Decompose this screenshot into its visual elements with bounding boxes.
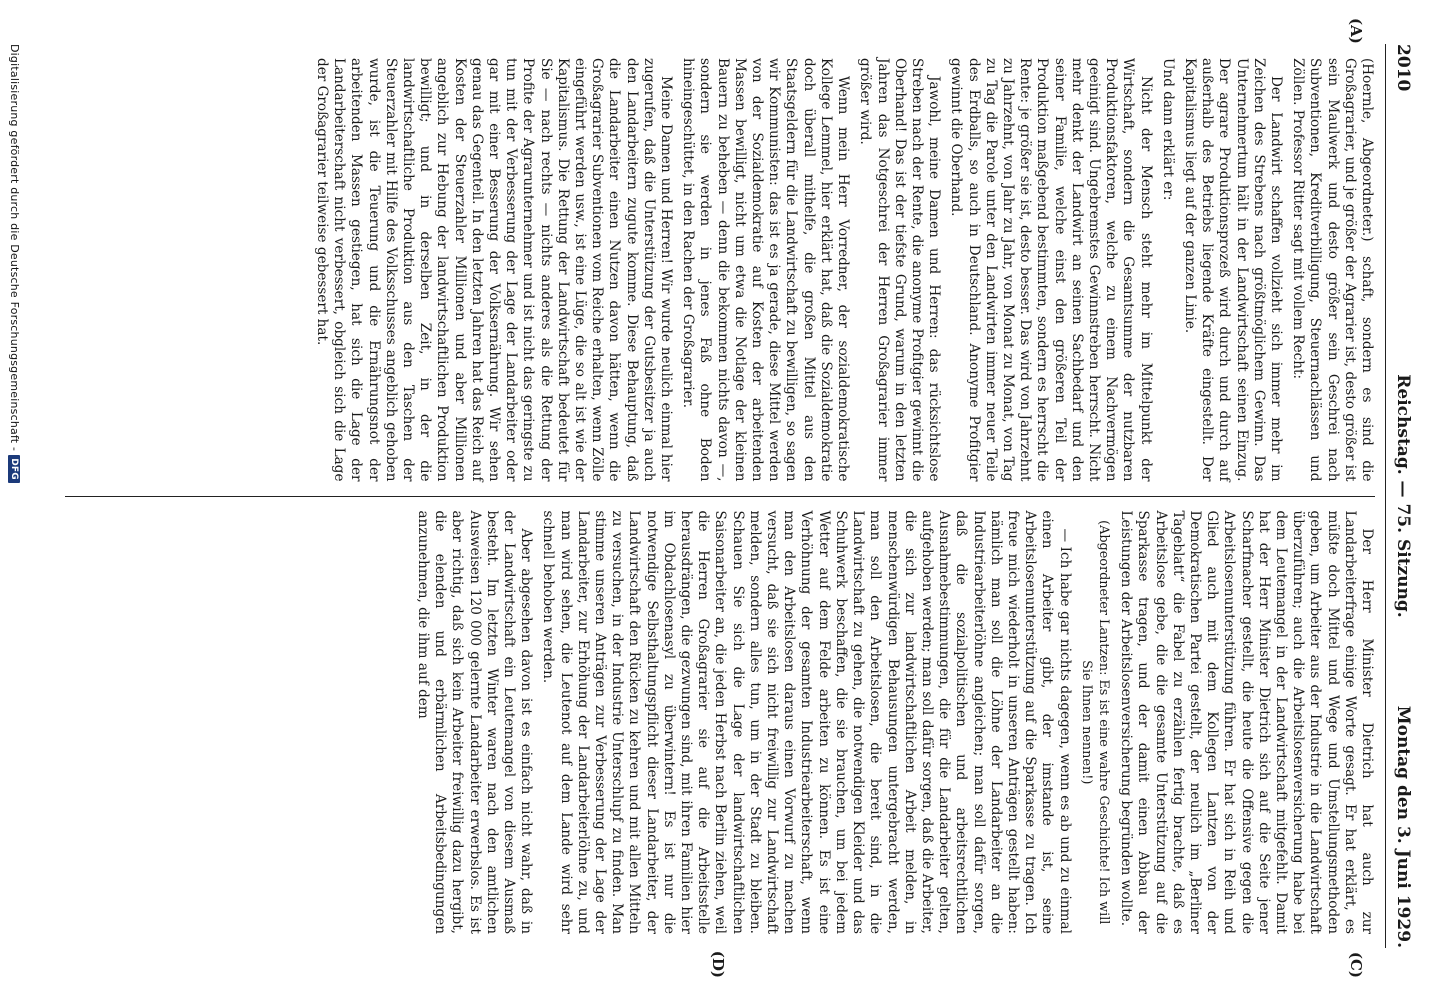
session-date: Montag den 3. Juni 1929. bbox=[1393, 705, 1413, 948]
text-columns bbox=[65, 18, 1379, 978]
paragraph: (Hoernle, Abgeordneter.) schaft, sondern es sind die Großagrarier, und je größer der Agrarier ist, desto größer ist sein Maulwerk und desto größer sein Geschrei nach Subventionen, Kreditverbilligung, Steuernachlässen und Zöllen. Professor Ritter sagt mit vollem Recht: bbox=[1290, 58, 1375, 482]
page-number: 2010 bbox=[1393, 44, 1413, 92]
right-column bbox=[65, 497, 1379, 949]
paragraph: Der Herr Minister Dietrich hat auch zur Landarbeiterfrage einige Worte gesagt. Er hat erklärt, es müßte doch Mittel und Wege und Umstellungsmethoden geben, um Arbeiter aus der Industrie in die Landwirtschaft überzuführen; auch die Arbeitslosenversicherung habe bei dem Leutemangel in der Landwirtschaft mitgefehlt. Damit hat der Herr Minister Dietrich sich auf die Seite jener Scharfmacher gestellt, die heute die Offensive gegen die Arbeitslosenunterstützung führen. Er hat sich in Reih und Glied auch mit dem Kollegen Lantzen von der Demokratischen Partei gestellt, der neulich im „Berliner Tageblatt“ die Fabel zu erzählen fertig brachte, daß es Arbeitslose gebe, die die gesamte Unterstützung auf die Sparkasse tragen, und der damit einen Abbau der Leistungen der Arbeitslosenversicherung begründen wollte. bbox=[1118, 510, 1375, 934]
margin-marker-d: (D) bbox=[709, 950, 727, 978]
page-header bbox=[1385, 44, 1420, 948]
paragraph: Aber abgesehen davon ist es einfach nicht wahr, daß in der Landwirtschaft ein Leutemangel von diesem Ausmaß besteht. Im letzten Winter waren nach den amtlichen Ausweisen 120 000 gelernte Landarbeiter erwerbslos. Es ist aber richtig, daß sich kein Arbeiter freiwillig dazu hergibt, die elenden und erbärmlichen Arbeitsbedingungen anzunehmen, die ihm auf dem bbox=[415, 510, 535, 934]
paragraph: Jawohl, meine Damen und Herren: das rücksichtslose Streben nach der Rente, die anonyme Profitgier gewinnt die Oberhand! Das ist der tiefste Grund, warum in den letzten Jahren das Notgeschrei der Herren Großagrarier immer größer wird. bbox=[857, 58, 943, 482]
dfg-logo: DFG bbox=[9, 455, 21, 483]
session-title: Reichstag. — 75. Sitzung. bbox=[1393, 374, 1413, 618]
paragraph: Der Landwirt schaffen vollzieht sich immer mehr im Zeichen des Strebens nach größtmöglichem Gewinn. Das Unternehmertum hält in der Landwirtschaft seinen Einzug. Der agrare Produktionsprozeß wird durch und durch auf außerhalb des Betriebs liegende Kräfte eingestellt. Der Kapitalismus liegt auf der ganzen Linie. bbox=[1181, 58, 1284, 482]
paragraph: Meine Damen und Herren! Wir wurde neulich einmal hier zugerufen, daß die Unterstützung der Gutsbesitzer ja auch den Landarbeitern zugute komme. Diese Behauptung, daß die Landarbeiter einen Nutzen davon hätten, wenn die Großagrarier Subventionen vom Reiche erhalten, wenn Zölle eingeführt werden usw., ist eine Lüge, die so alt ist wie der Kapitalismus. Die Rettung der Landwirtschaft bedeutet für Sie — nach rechts — nichts anderes als die Rettung der Profite der Agrarunternehmer und ist nicht das geringste zu tun mit der Verbesserung der Lage der Landarbeiter oder gar mit einer Besserung der Volksernährung. Wir sehen genau das Gegenteil. In den letzten Jahren hat das Reich auf Kosten der Steuerzahler Millionen und aber Millionen angeblich zur Hebung der landwirtschaftlichen Produktion bewilligt; und in derselben Zeit, in der die landwirtschaftliche Produktion aus den Taschen der Steuerzahler mit Hilfe des Volksschusses angeblich gehoben wurde, ist die Teuerung und die Ernährungsnot der arbeitenden Massen gestiegen, hat sich die Lage der Landarbeiterschaft nicht verbessert, obgleich sich die Lage der Großagrarier teilweise gebessert hat. bbox=[314, 58, 675, 482]
left-column bbox=[65, 44, 1379, 496]
margin-marker-c: (C) bbox=[1347, 951, 1365, 978]
paragraph: Und dann erklärt er: bbox=[1159, 58, 1176, 201]
footer-text: Digitalisierung gefördert durch die Deutsche Forschungsgemeinschaft - bbox=[8, 44, 21, 452]
paragraph: Wenn mein Herr Vorredner, der sozialdemokratische Kollege Lemmel, hier erklärt hat, daß die Sozialdemokratie doch überall mithelfe, die großen Mittel aus den Staatsgeldern für die Landwirtschaft zu bewilligen, so sagen wir Kommunisten: das ist es ja gerade, diese Mittel werden von der Sozialdemokratie auf Kosten der arbeitenden Massen bewilligt, nicht um etwa die Notlage der kleinen Bauern zu beheben — denn die bekommen nichts davon —, sondern sie werden in jenes Faß ohne Boden hineingeschüttet, in den Rachen der Großagrarier. bbox=[680, 58, 852, 482]
paragraph: — Ich habe gar nichts dagegen, wenn es ab und zu einmal einen Arbeiter gibt, der imstande ist, seine Arbeitslosenunterstützung auf die Sparkasse zu tragen. Ich freue mich wiederholt in unseren Anträgen gestellt haben: nämlich man soll die Löhne der Landarbeiter an die Industriearbeiterlöhne angleichen; man soll dafür sorgen, daß die sozialpolitischen und arbeitsrechtlichen Ausnahmebestimmungen, die für die Landarbeiter gelten, aufgehoben werden; man soll dafür sorgen, daß die Arbeiter, die sich zur landwirtschaftlichen Arbeit melden, in menschenwürdigen Behausungen untergebracht werden, man soll den Arbeitslosen, die bereit sind, in die Landwirtschaft zu gehen, die notwendigen Kleider und das Schuhwerk beschaffen, die sie brauchen, um bei jedem Wetter auf dem Felde arbeiten zu können. Es ist eine Verhöhnung der gesamten Industriearbeiterschaft, wenn man den Arbeitslosen daraus einen Vorwurf zu machen versucht, daß sie sich nicht freiwillig zur Landwirtschaft melden, sondern alles tun, um in der Stadt zu bleiben. Schauen Sie sich die Lage der landwirtschaftlichen Saisonarbeiter an, die jeden Herbst nach Berlin ziehen, weil die Herren Großagrarier sie auf die Arbeitsstelle herausdrängen, die gezwungen sind, mit ihren Familien hier im Obdachlosenasyl zu überwintern! Es ist nur die notwendige Selbsthaltungspflicht dieser Landarbeiter, der Landwirtschaft den Rücken zu kehren und mit allen Mitteln zu versuchen, in der Industrie Unterschlupf zu finden. Man stimme unseren Anträgen zur Verbesserung der Lage der Landarbeiter, zur Erhöhung der Landarbeiterlöhne zu, und man wird sehen, die Leutenot auf dem Lande wird sehr schnell behoben werden. bbox=[540, 510, 1073, 934]
paragraph: Nicht der Mensch steht mehr im Mittelpunkt der Wirtschaft, sondern die Gesamtsumme der nutzbaren Produktionsfaktoren, welche zu einem Nachvermögen geeinigt sind. Ungebremstes Gewinnstreben herrscht. Nicht mehr denkt der Landwirt an seinen Sachbedarf und den seiner Familie, welche einst den größeren Teil der Produktion maßgebend bestimmten, sondern es herrscht die Rente: je größer sie ist, desto besser. Das wird von Jahrzehnt zu Jahrzehnt, von Jahr zu Jahr, von Monat zu Monat, von Tag zu Tag die Parole unter den Landwirten immer neuer Teile des Erdballs, so auch in Deutschland. Anonyme Profitgier gewinnt die Oberhand. bbox=[948, 58, 1154, 482]
interjection: (Abgeordneter Lantzen: Es ist eine wahre Geschichte! Ich will Sie Ihnen nennen!) bbox=[1078, 520, 1111, 925]
margin-marker-a: (A) bbox=[1347, 18, 1365, 44]
digitization-footer bbox=[8, 44, 21, 483]
